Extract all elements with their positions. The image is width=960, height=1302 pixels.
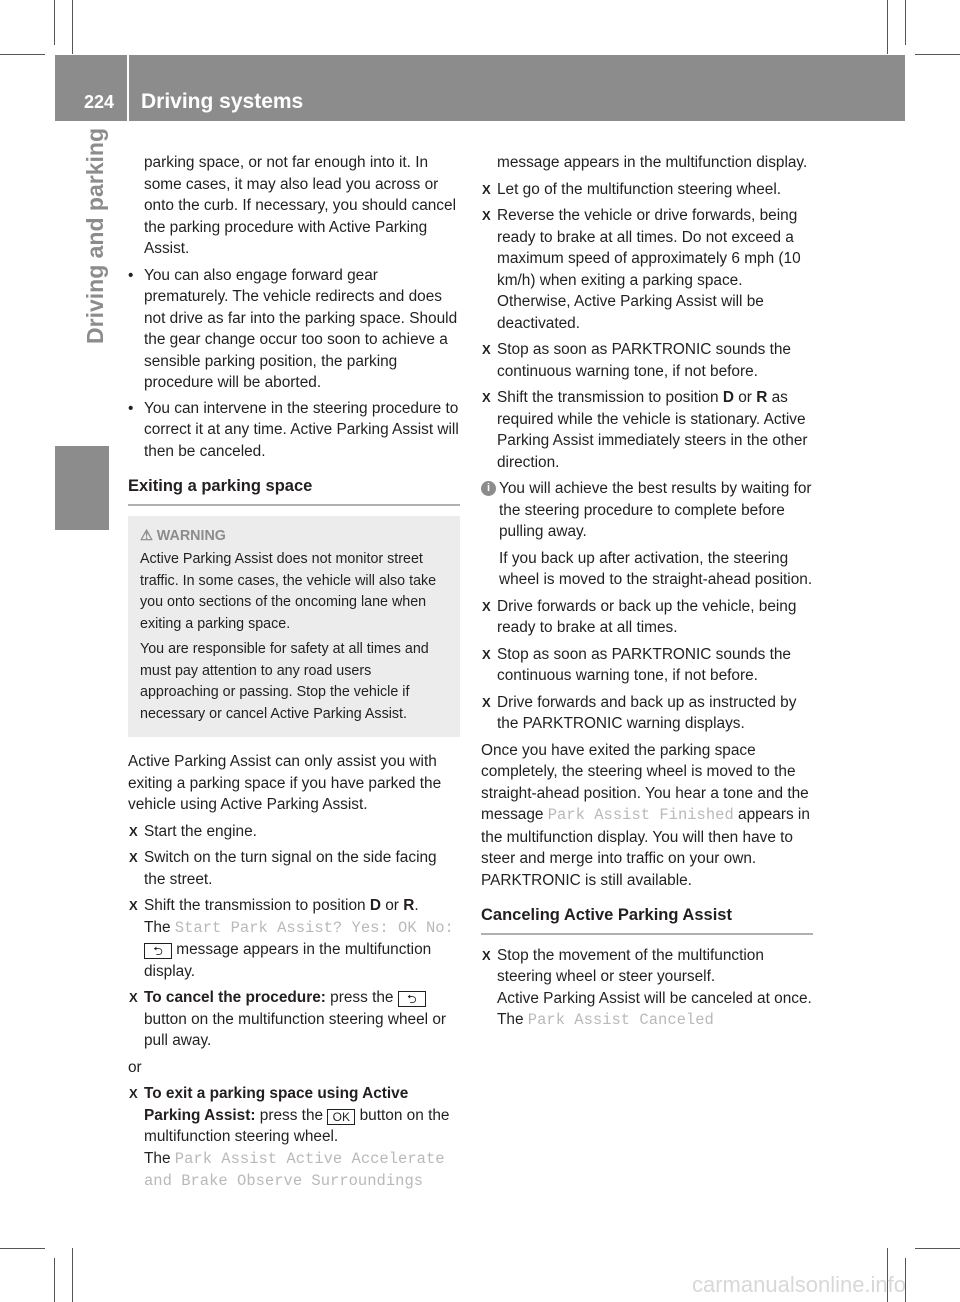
paragraph: message appears in the multifunction display.	[497, 154, 808, 171]
step-arrow-icon: X	[482, 598, 491, 614]
step-item: X Stop as soon as PARKTRONIC sounds the continuous warning tone, if not before.	[482, 645, 791, 684]
step-item: X Shift the transmission to position D or R. The Start Park Assist? Yes: OK No: ⮌ message appears in the multifunction display.	[129, 897, 454, 980]
bullet-item: • You can intervene in the steering procedure to correct it at any time. Active Parking Assist will then be canceled.	[128, 399, 459, 460]
paragraph: Once you have exited the parking space completely, the steering wheel is moved to the straight-ahead position. You hear a tone and the message Park Assist Finished appears in the multifunction display. You will then have to steer and merge into traffic on your own. PARKTRONIC is still available.	[481, 741, 810, 889]
bullet-item: • You can also engage forward gear prematurely. The vehicle redirects and does not drive as far into the parking space. Should the gear change occur too soon to achieve a sensible parking position, the parking procedure will be aborted.	[128, 266, 458, 391]
step-item: X Let go of the multifunction steering wheel.	[481, 179, 813, 201]
display-message: Park Assist Canceled	[527, 1011, 714, 1029]
crop-mark	[54, 0, 55, 45]
display-message: Park Assist Active Accelerate and Brake Observe Surroundings	[144, 1149, 445, 1190]
step-arrow-icon: X	[129, 1086, 138, 1101]
section-heading: Canceling Active Parking Assist	[481, 905, 813, 935]
info-note: i You will achieve the best results by waiting for the steering procedure to complete before pulling away. If you back up after activation, the steering wheel is moved to the straight-ahead position.	[481, 478, 813, 591]
bullet-icon: •	[128, 266, 134, 284]
crop-mark	[54, 1258, 55, 1302]
warning-icon: ⚠	[140, 527, 157, 544]
display-message: Park Assist Finished	[547, 806, 734, 824]
paragraph: parking space, or not far enough into it. In some cases, it may also lead you across or onto the curb. If necessary, you should cancel the parking procedure with Active Parking Assist.	[144, 154, 456, 257]
crop-mark	[915, 54, 960, 55]
section-title: Driving systems	[141, 90, 304, 113]
paragraph: or	[128, 1058, 142, 1076]
watermark: carmanualsonline.info	[692, 1272, 907, 1297]
step-item: X To cancel the procedure: press the ⮌ button on the multifunction steering wheel or pull away.	[129, 989, 447, 1049]
info-icon: i	[481, 481, 496, 496]
column-right	[481, 152, 813, 1037]
display-message: Start Park Assist? Yes: OK No:	[174, 918, 454, 937]
page-number: 224	[84, 92, 115, 112]
step-item: X Start the engine.	[128, 821, 460, 843]
step-item: X Stop as soon as PARKTRONIC sounds the continuous warning tone, if not before.	[482, 341, 791, 380]
step-item: X Drive forwards or back up the vehicle, being ready to brake at all times.	[482, 597, 797, 636]
bullet-icon: •	[128, 399, 134, 417]
header-divider	[127, 55, 129, 121]
crop-mark	[915, 1248, 960, 1249]
side-tab-marker	[55, 446, 109, 530]
side-tab-label: Driving and parking	[82, 128, 108, 344]
step-item: X Drive forwards and back up as instructed by the PARKTRONIC warning displays.	[482, 693, 797, 732]
step-arrow-icon: X	[482, 947, 491, 963]
warning-box	[128, 516, 460, 738]
warning-text: Active Parking Assist does not monitor street traffic. In some cases, the vehicle will also take you onto sections of the oncoming lane when exiting a parking space.	[140, 551, 437, 632]
warning-title: ⚠ WARNING	[140, 527, 226, 544]
step-item: X Reverse the vehicle or drive forwards, being ready to brake at all times. Do not exceed a maximum speed of approximately 6 mph (10 km/h) when exiting a parking space. Otherwise, Active Parking Assist will be deactivated.	[482, 207, 801, 332]
crop-mark	[0, 54, 45, 55]
step-arrow-icon: X	[482, 208, 491, 223]
crop-mark	[72, 0, 73, 54]
crop-mark	[887, 0, 888, 54]
column-left	[128, 152, 460, 1198]
step-arrow-icon: X	[129, 850, 138, 865]
paragraph: Active Parking Assist can only assist you with exiting a parking space if you have parked the vehicle using Active Parking Assist.	[128, 753, 442, 813]
crop-mark	[0, 1248, 45, 1249]
back-button-icon: ⮌	[144, 943, 172, 959]
warning-text: You are responsible for safety at all times and must pay attention to any road users approaching or passing. Stop the vehicle if necessary or cancel Active Parking Assist.	[140, 641, 429, 722]
step-arrow-icon: X	[129, 898, 138, 913]
step-arrow-icon: X	[482, 342, 491, 357]
step-arrow-icon: X	[482, 390, 491, 405]
step-item: X To exit a parking space using Active Parking Assist: press the OK button on the multifunction steering wheel. The Park Assist Active Accelerate and Brake Observe Surroundings	[129, 1085, 450, 1190]
step-arrow-icon: X	[482, 181, 491, 197]
crop-mark	[905, 0, 906, 45]
crop-mark	[72, 1248, 73, 1302]
ok-button-icon: OK	[327, 1109, 355, 1125]
step-item: X Shift the transmission to position D or R as required while the vehicle is stationary. Active Parking Assist immediately steers in the other direction.	[482, 389, 808, 471]
step-arrow-icon: X	[129, 823, 138, 839]
step-arrow-icon: X	[482, 694, 491, 710]
back-button-icon: ⮌	[398, 991, 426, 1007]
step-arrow-icon: X	[482, 646, 491, 662]
step-item: X Stop the movement of the multifunction steering wheel or steer yourself. Active Parking Assist will be canceled at once. The Park Assist Canceled	[482, 946, 812, 1029]
step-arrow-icon: X	[129, 990, 138, 1005]
section-heading: Exiting a parking space	[128, 476, 460, 506]
step-item: X Switch on the turn signal on the side facing the street.	[129, 849, 437, 888]
